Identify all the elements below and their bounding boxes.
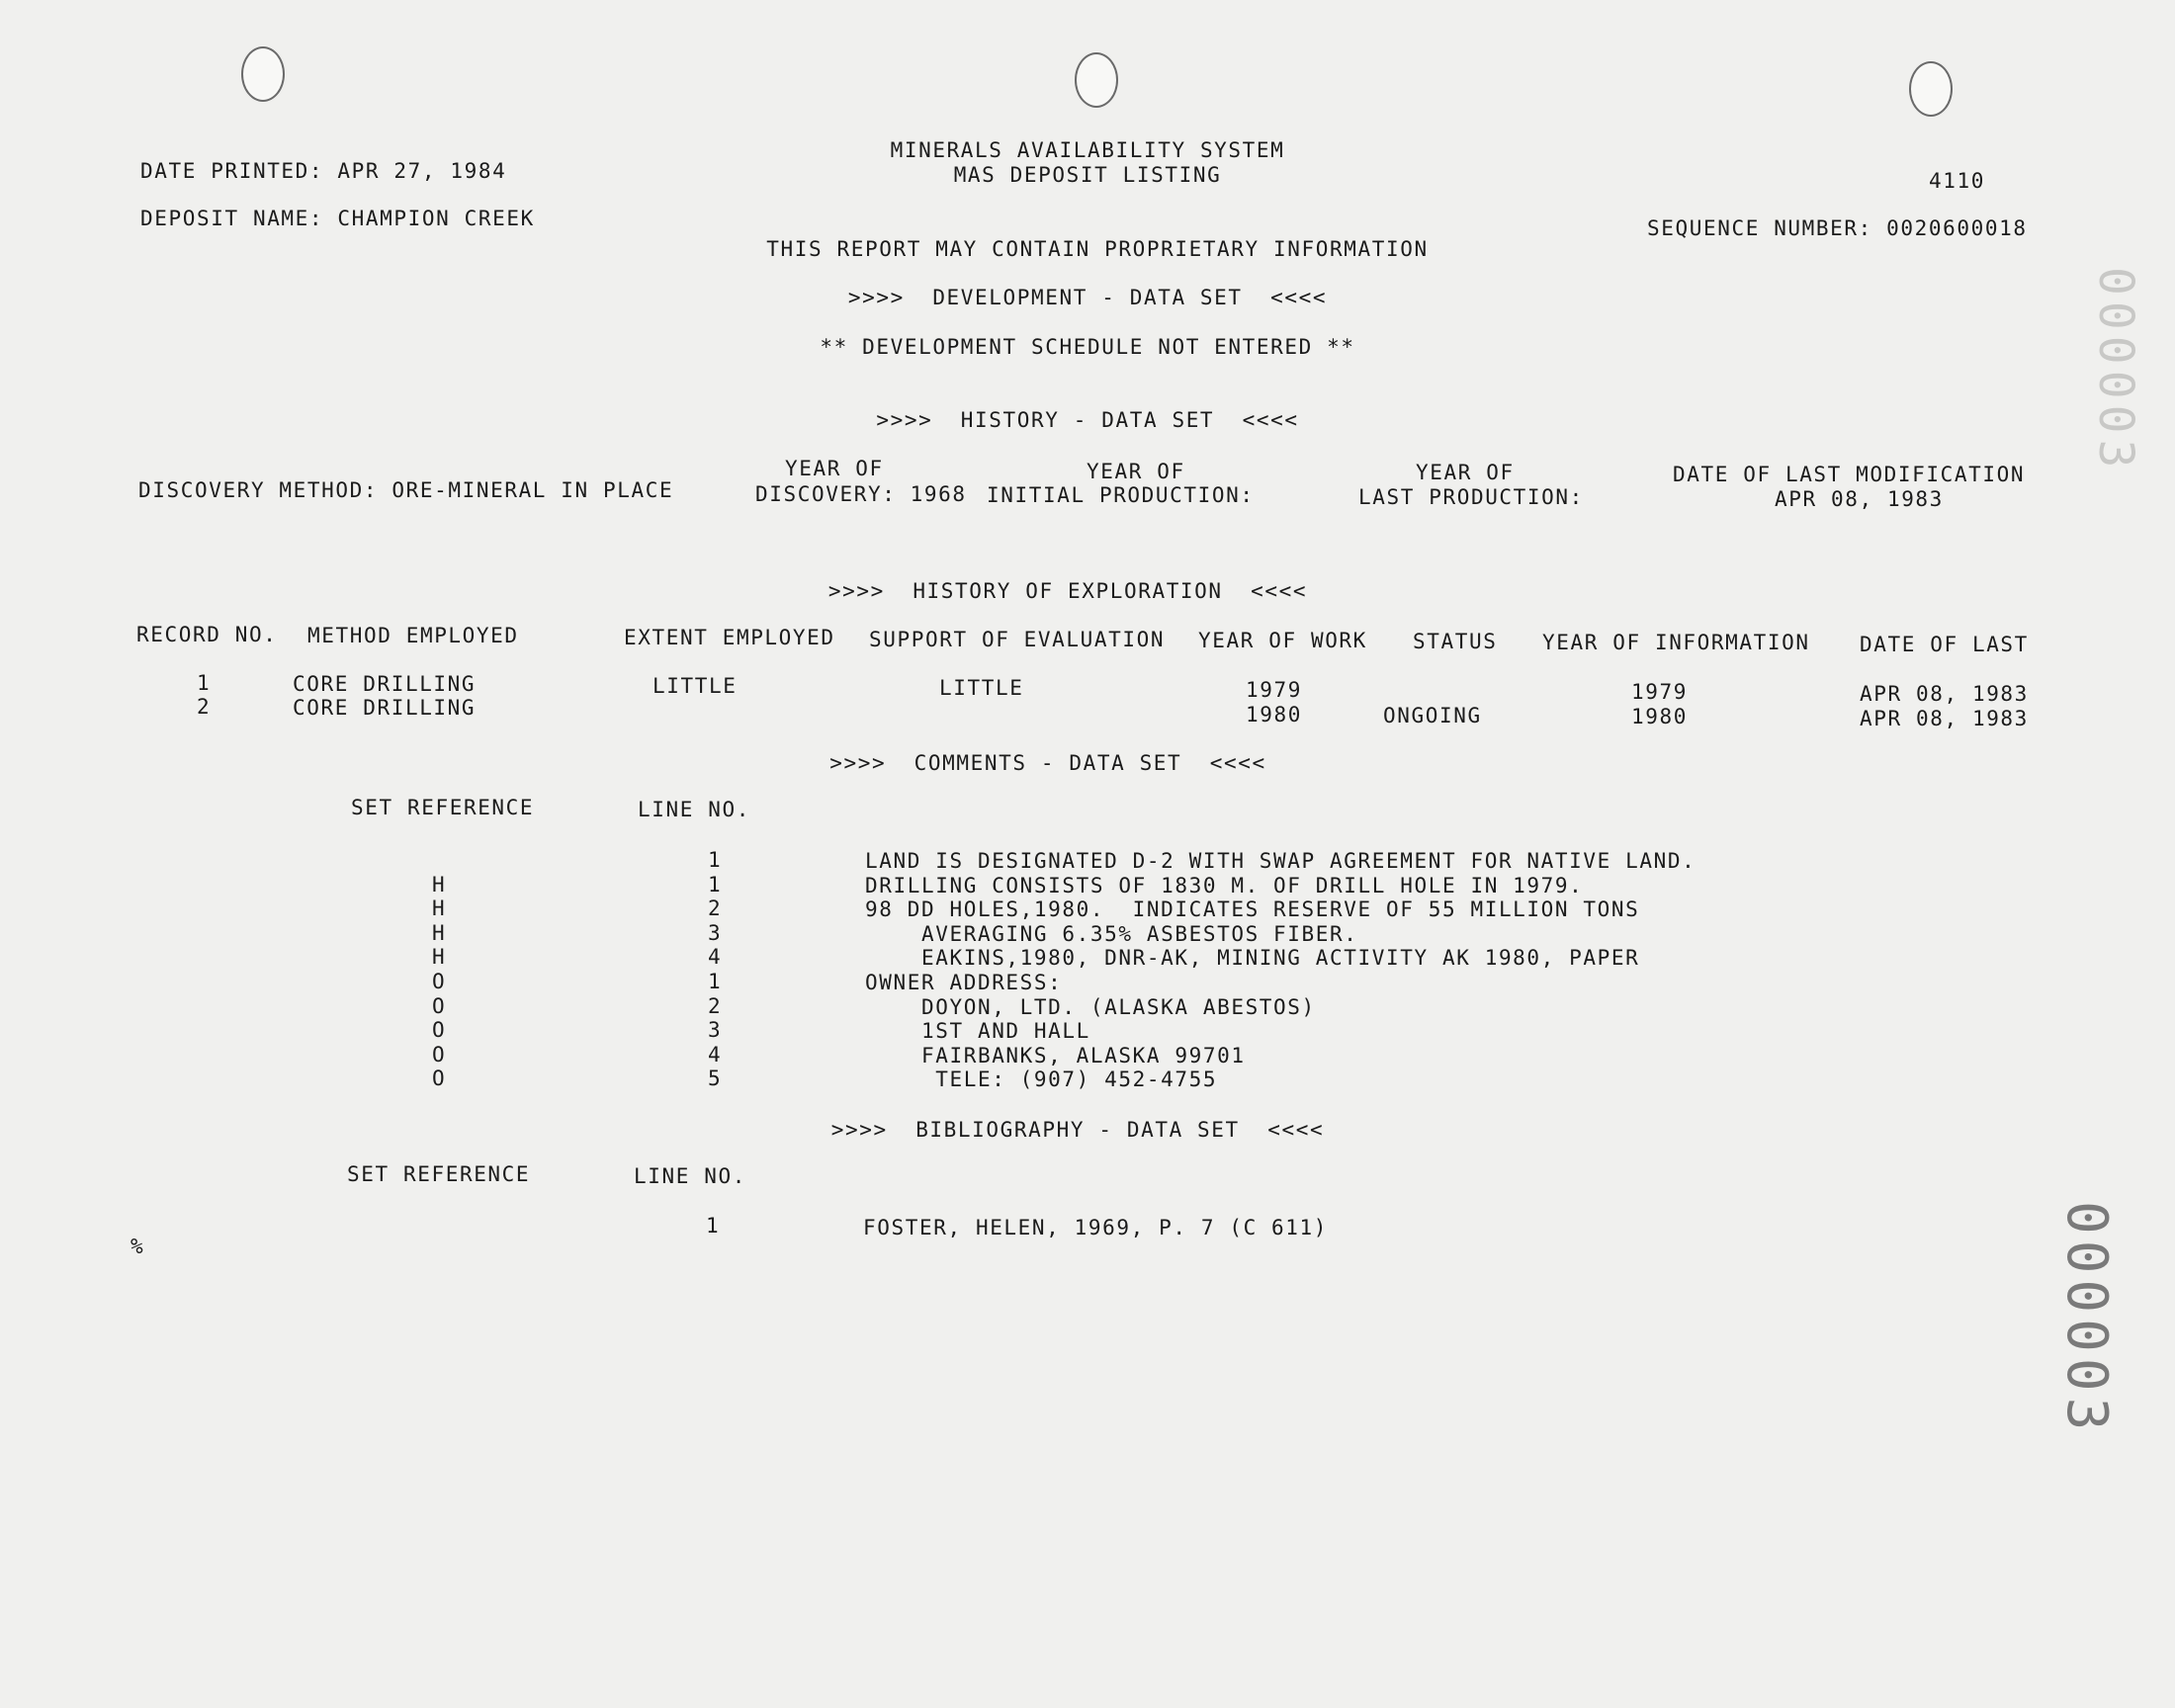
last-modification-label: DATE OF LAST MODIFICATION	[1673, 463, 2026, 486]
table-row-support: LITTLE	[939, 676, 1024, 700]
last-production-label: LAST PRODUCTION:	[1358, 485, 1584, 509]
deposit-name: DEPOSIT NAME: CHAMPION CREEK	[140, 207, 535, 230]
comment-set-reference: H	[432, 945, 447, 969]
comment-text: 1ST AND HALL	[865, 1019, 1090, 1043]
comment-set-reference: O	[432, 970, 447, 993]
bibliography-line-no: 1	[706, 1214, 721, 1238]
comment-line-no: 1	[708, 873, 723, 897]
last-modification-date: APR 08, 1983	[1775, 487, 1944, 511]
comment-text: EAKINS,1980, DNR-AK, MINING ACTIVITY AK 1980, PAPER	[865, 946, 1640, 970]
listing-title: MAS DEPOSIT LISTING	[953, 163, 1222, 187]
col-year-of-information: YEAR OF INFORMATION	[1542, 631, 1810, 654]
comment-text: DRILLING CONSISTS OF 1830 M. OF DRILL HOLE IN 1979.	[865, 874, 1584, 897]
bibliography-heading: >>>> BIBLIOGRAPHY - DATA SET <<<<	[830, 1118, 1325, 1142]
exploration-heading: >>>> HISTORY OF EXPLORATION <<<<	[827, 579, 1308, 603]
development-note: ** DEVELOPMENT SCHEDULE NOT ENTERED **	[820, 335, 1355, 359]
year-of-discovery: DISCOVERY: 1968	[755, 482, 967, 506]
initial-production-year-label: YEAR OF	[1087, 460, 1185, 483]
bibliography-col-line-no: LINE NO.	[634, 1164, 746, 1188]
table-row-status: ONGOING	[1383, 704, 1482, 727]
comment-text: DOYON, LTD. (ALASKA ABESTOS)	[865, 995, 1316, 1019]
comment-line-no: 1	[708, 970, 723, 993]
comment-set-reference: H	[432, 921, 447, 945]
comment-line-no: 2	[708, 994, 723, 1018]
comments-col-set-reference: SET REFERENCE	[351, 796, 535, 819]
table-row-year-info: 1980	[1631, 705, 1688, 728]
col-status: STATUS	[1413, 630, 1498, 653]
comment-set-reference: H	[432, 897, 447, 920]
initial-production-label: INITIAL PRODUCTION:	[987, 483, 1255, 507]
col-method-employed: METHOD EMPLOYED	[307, 624, 519, 647]
bibliography-col-set-reference: SET REFERENCE	[347, 1162, 531, 1186]
sequence-number: SEQUENCE NUMBER: 0020600018	[1647, 216, 2028, 240]
history-heading: >>>> HISTORY - DATA SET <<<<	[876, 408, 1299, 432]
table-row-method: CORE DRILLING	[293, 696, 477, 720]
comment-line-no: 4	[708, 1043, 723, 1067]
table-row-year-work: 1979	[1246, 678, 1302, 702]
report-code: 4110	[1929, 169, 1985, 193]
col-extent-employed: EXTENT EMPLOYED	[624, 626, 835, 649]
binder-hole-right	[1909, 61, 1953, 117]
comment-text: 98 DD HOLES,1980. INDICATES RESERVE OF 55 MILLION TONS	[865, 897, 1640, 921]
system-title: MINERALS AVAILABILITY SYSTEM	[890, 138, 1285, 162]
comment-text: AVERAGING 6.35% ASBESTOS FIBER.	[865, 922, 1358, 946]
comment-text: OWNER ADDRESS:	[865, 971, 1063, 994]
comment-set-reference: O	[432, 1067, 447, 1090]
binder-hole-center	[1075, 52, 1118, 108]
comment-set-reference: O	[432, 994, 447, 1018]
table-row-year-info: 1979	[1631, 680, 1688, 704]
table-row-method: CORE DRILLING	[293, 672, 477, 696]
margin-page-number: 000003	[2054, 1201, 2119, 1437]
proprietary-notice: THIS REPORT MAY CONTAIN PROPRIETARY INFORMATION	[766, 237, 1429, 261]
comment-line-no: 3	[708, 1018, 723, 1042]
col-support-of-evaluation: SUPPORT OF EVALUATION	[869, 628, 1166, 651]
comment-line-no: 1	[708, 848, 723, 872]
col-date-of-last: DATE OF LAST	[1860, 633, 2029, 656]
table-row-year-work: 1980	[1246, 703, 1302, 726]
percent-mark: %	[130, 1235, 145, 1258]
development-heading: >>>> DEVELOPMENT - DATA SET <<<<	[847, 286, 1328, 309]
table-row-date-last: APR 08, 1983	[1860, 682, 2029, 706]
comment-line-no: 4	[708, 945, 723, 969]
table-row-date-last: APR 08, 1983	[1860, 707, 2029, 730]
col-record-no: RECORD NO.	[136, 623, 278, 646]
date-printed: DATE PRINTED: APR 27, 1984	[140, 159, 507, 183]
comments-col-line-no: LINE NO.	[638, 798, 750, 821]
comment-line-no: 2	[708, 897, 723, 920]
table-row-record: 2	[197, 695, 212, 719]
comment-set-reference: H	[432, 873, 447, 897]
comment-text: FAIRBANKS, ALASKA 99701	[865, 1044, 1246, 1068]
binder-hole-left	[241, 46, 285, 102]
last-production-year-label: YEAR OF	[1416, 461, 1515, 484]
year-of-discovery-label: YEAR OF	[785, 457, 884, 480]
comment-set-reference: O	[432, 1043, 447, 1067]
table-row-extent: LITTLE	[652, 674, 738, 698]
bibliography-entry: FOSTER, HELEN, 1969, P. 7 (C 611)	[863, 1216, 1329, 1239]
comment-text: LAND IS DESIGNATED D-2 WITH SWAP AGREEMENT FOR NATIVE LAND.	[865, 849, 1696, 873]
comment-line-no: 5	[708, 1067, 723, 1090]
discovery-method: DISCOVERY METHOD: ORE-MINERAL IN PLACE	[138, 478, 674, 502]
comments-heading: >>>> COMMENTS - DATA SET <<<<	[829, 751, 1266, 775]
comment-text: TELE: (907) 452-4755	[865, 1068, 1218, 1091]
table-row-record: 1	[197, 671, 212, 695]
margin-page-number-faint: 000003	[2088, 267, 2143, 474]
comment-line-no: 3	[708, 921, 723, 945]
comment-set-reference: O	[432, 1018, 447, 1042]
col-year-of-work: YEAR OF WORK	[1198, 629, 1367, 652]
